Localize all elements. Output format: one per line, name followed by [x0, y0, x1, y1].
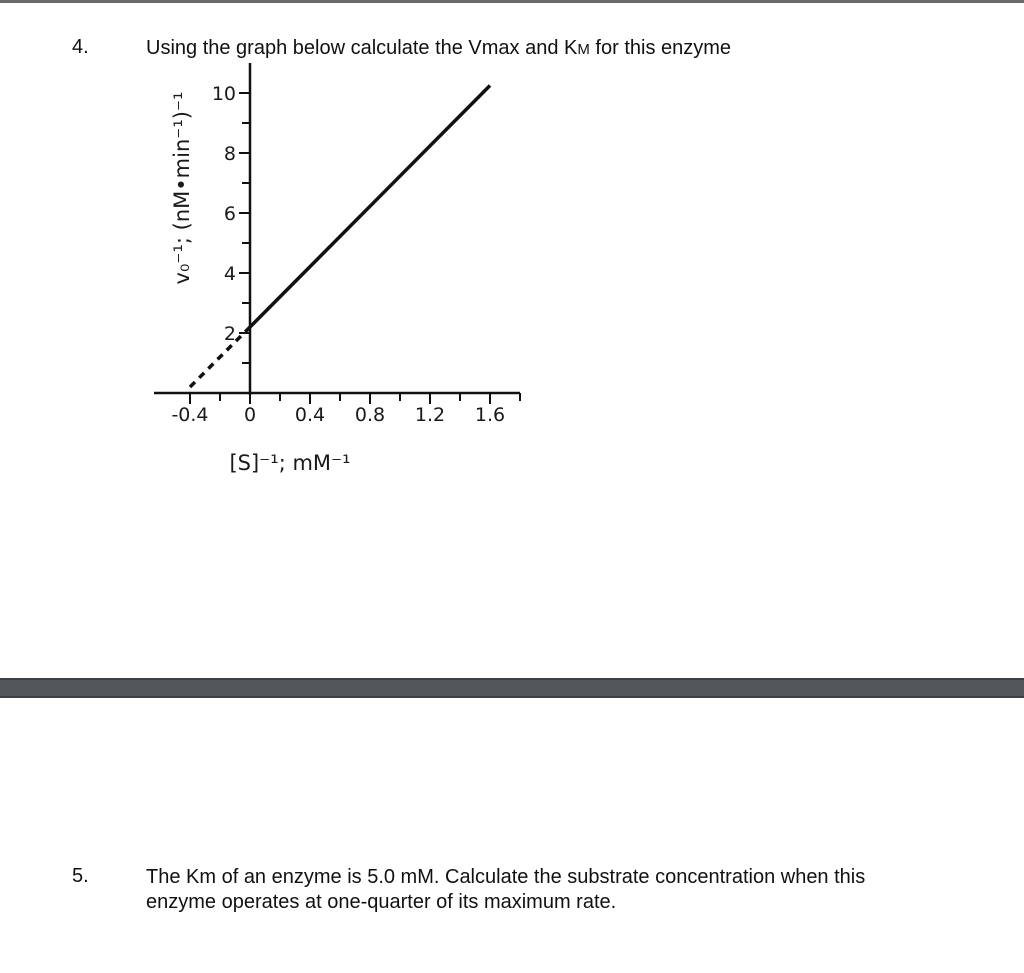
chart-ticks: [171, 83, 520, 426]
y-tick-label: 6: [223, 203, 236, 225]
extrapolated-dashed-line: [190, 327, 250, 387]
x-tick-label: 1.2: [414, 404, 446, 426]
y-axis-label: v₀⁻¹; (nM•min⁻¹)⁻¹: [170, 91, 194, 285]
x-tick-label: 0: [243, 404, 257, 426]
km-subscript: M: [577, 41, 590, 58]
y-tick-label: 10: [211, 83, 236, 105]
x-tick-label: -0.4: [171, 404, 209, 426]
question-5-text: [146, 865, 966, 915]
y-tick-label: 2: [223, 323, 236, 345]
page-separator-top-edge: [0, 678, 1024, 680]
x-tick-label: 0.8: [354, 404, 386, 426]
question-5-line-1: The Km of an enzyme is 5.0 mM. Calculate the substrate concentration when this: [146, 866, 866, 888]
question-5-line-2: enzyme operates at one-quarter of its maximum rate.: [146, 891, 617, 913]
question-4-number: 4.: [72, 36, 89, 58]
question-4-text-start: Using the graph below calculate the Vmax and K: [146, 37, 578, 59]
x-axis-label: [S]⁻¹; mM⁻¹: [229, 451, 351, 475]
x-tick-label: 0.4: [294, 404, 326, 426]
data-line: [250, 86, 490, 328]
page-separator: [0, 678, 1024, 698]
lineweaver-burk-chart: [0, 0, 600, 500]
x-tick-label: 1.6: [474, 404, 506, 426]
question-5-number: 5.: [72, 865, 89, 887]
y-tick-label: 4: [223, 263, 236, 285]
y-tick-label: 8: [223, 143, 236, 165]
page-separator-bottom-edge: [0, 696, 1024, 698]
question-4-text-end: for this enzyme: [589, 37, 732, 59]
